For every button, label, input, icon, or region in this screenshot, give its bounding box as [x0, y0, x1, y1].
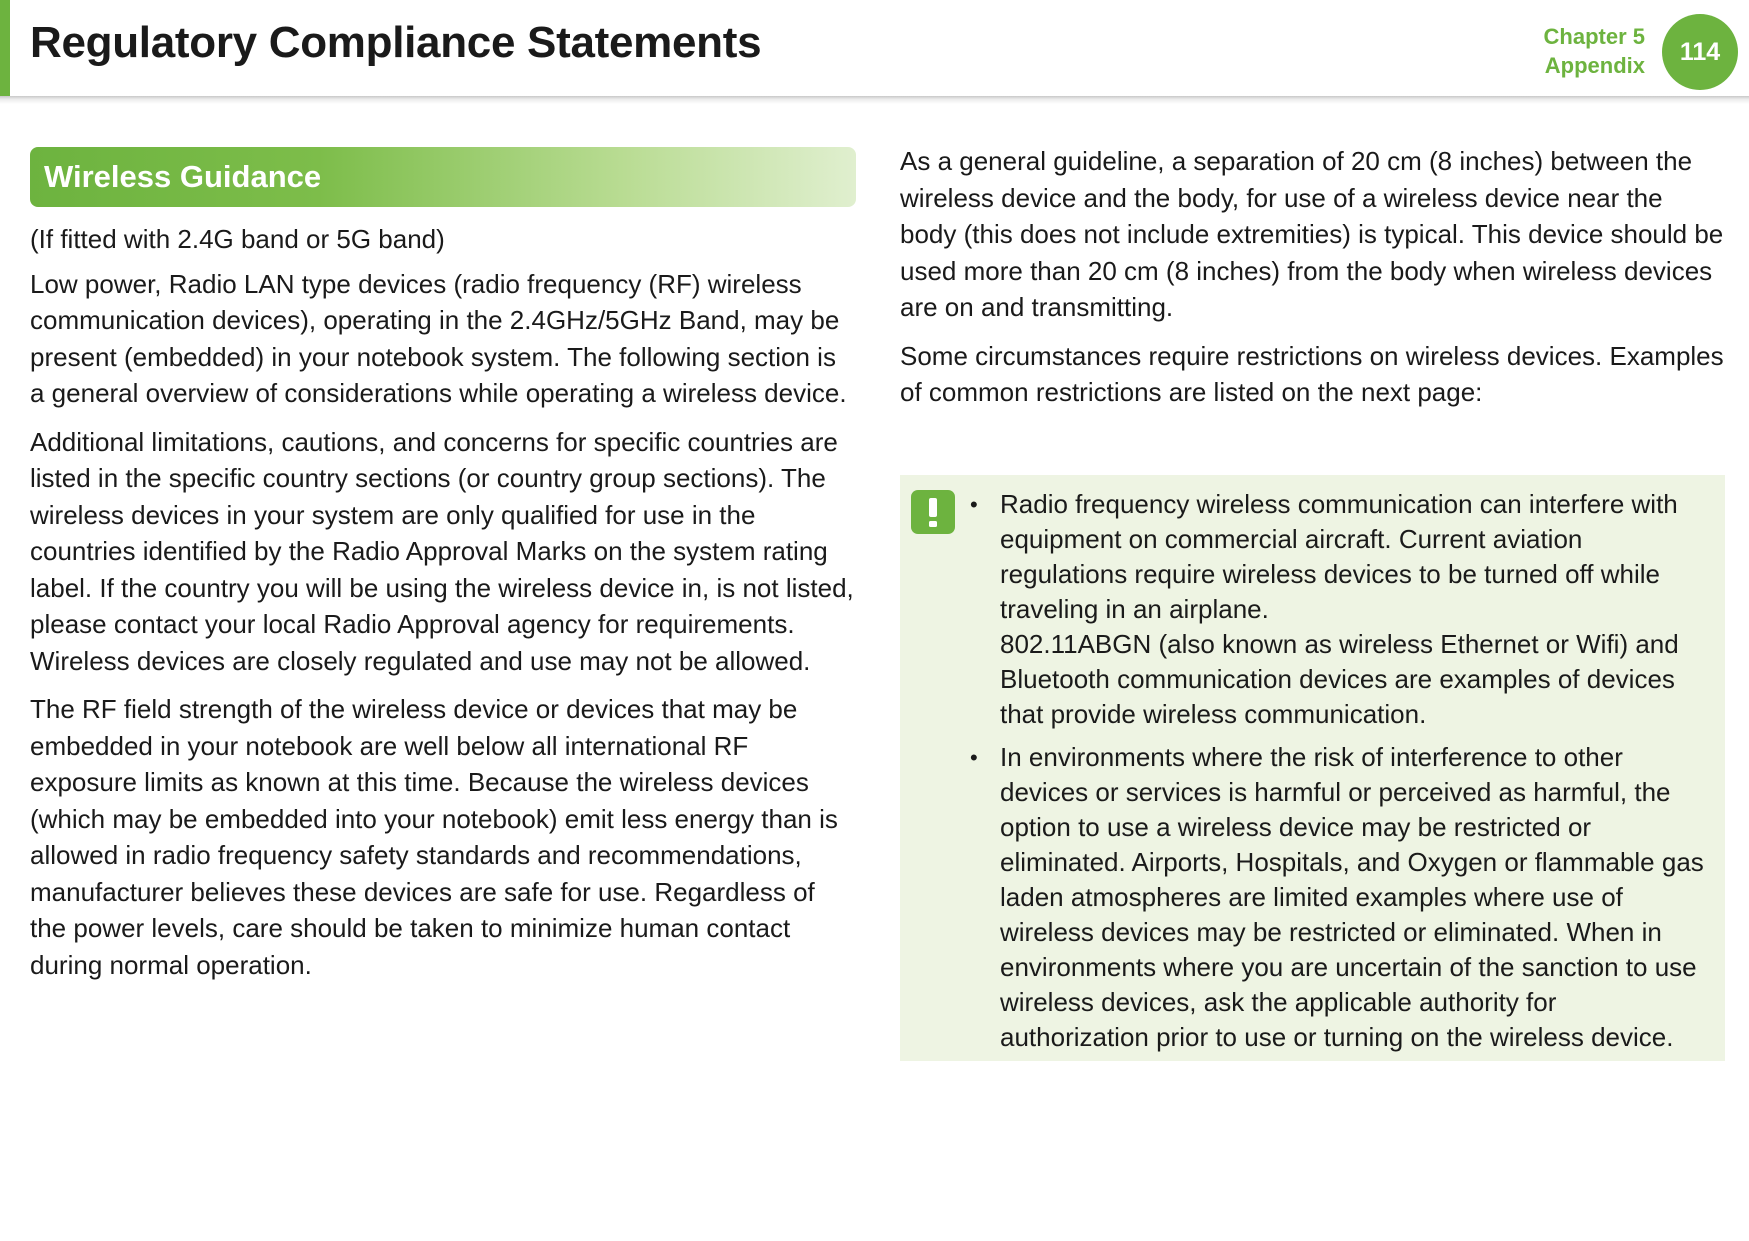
header-divider — [0, 96, 1749, 104]
caution-item-extra: 802.11ABGN (also known as wireless Ethernet or Wifi) and Bluetooth communication devices are examples of devices that provide wireless communication. — [1000, 629, 1679, 729]
caution-item-text: Radio frequency wireless communication can interfere with equipment on commercial aircraft. Current aviation regulations require wireless devices to be turned off while traveling in an airplane. — [1000, 489, 1678, 624]
list-item — [970, 740, 1710, 1055]
header-accent-bar — [0, 0, 10, 96]
page-number-badge: 114 — [1662, 14, 1738, 90]
paragraph-rf-field: The RF field strength of the wireless device or devices that may be embedded in your notebook are well below all international RF exposure limits as known at this time. Because the wireless devices (which may be embedded into your notebook) emit less energy than is allowed in radio frequency safety standards and recommendations, manufacturer believes these devices are safe for use. Regardless of the power levels, care should be taken to minimize human contact during normal operation. — [30, 694, 838, 980]
page-title: Regulatory Compliance Statements — [30, 18, 762, 67]
caution-item-text: In environments where the risk of interference to other devices or services is harmful or perceived as harmful, the option to use a wireless device may be restricted or eliminated. Airports, Hospitals, and Oxygen or flammable gas laden atmospheres are limited examples where use of wireless devices may be restricted or eliminated. When in environments where you are uncertain of the sanction to use wireless devices, ask the applicable authority for authorization prior to use or turning on the wireless device. — [1000, 742, 1704, 1052]
paragraph-limitations: Additional limitations, cautions, and concerns for specific countries are listed in the specific country sections (or country group sections). The wireless devices in your system are only qualified for use in the countries identified by the Radio Approval Marks on the system rating label. If the country you will be using the wireless device in, is not listed, please contact your local Radio Approval agency for requirements. Wireless devices are closely regulated and use may not be allowed. — [30, 426, 854, 676]
chapter-name: Appendix — [1544, 53, 1645, 78]
bullet-icon: • — [970, 745, 978, 770]
paragraph-restrictions: Some circumstances require restrictions on wireless devices. Examples of common restrictions are listed on the next page: — [900, 340, 1724, 407]
exclamation-icon — [911, 490, 955, 534]
section-heading: Wireless Guidance — [30, 147, 856, 207]
bullet-icon: • — [970, 492, 978, 517]
right-column — [900, 143, 1725, 423]
list-item — [970, 487, 1710, 732]
paragraph-separation: As a general guideline, a separation of 20 cm (8 inches) between the wireless device and the body, for use of a wireless device near the body (this does not include extremities) is typical. This device should be used more than 20 cm (8 inches) from the body when wireless devices are on and transmitting. — [900, 146, 1724, 322]
chapter-indicator — [1544, 22, 1645, 80]
paragraph-low-power: Low power, Radio LAN type devices (radio frequency (RF) wireless communication devices), operating in the 2.4GHz/5GHz Band, may be present (embedded) in your notebook system. The following section is a general overview of considerations while operating a wireless device. — [30, 268, 847, 408]
left-column — [30, 147, 856, 995]
band-note: (If fitted with 2.4G band or 5G band) — [30, 224, 445, 254]
caution-box — [900, 475, 1725, 1061]
chapter-label: Chapter 5 — [1543, 24, 1645, 49]
caution-list — [970, 487, 1710, 1063]
